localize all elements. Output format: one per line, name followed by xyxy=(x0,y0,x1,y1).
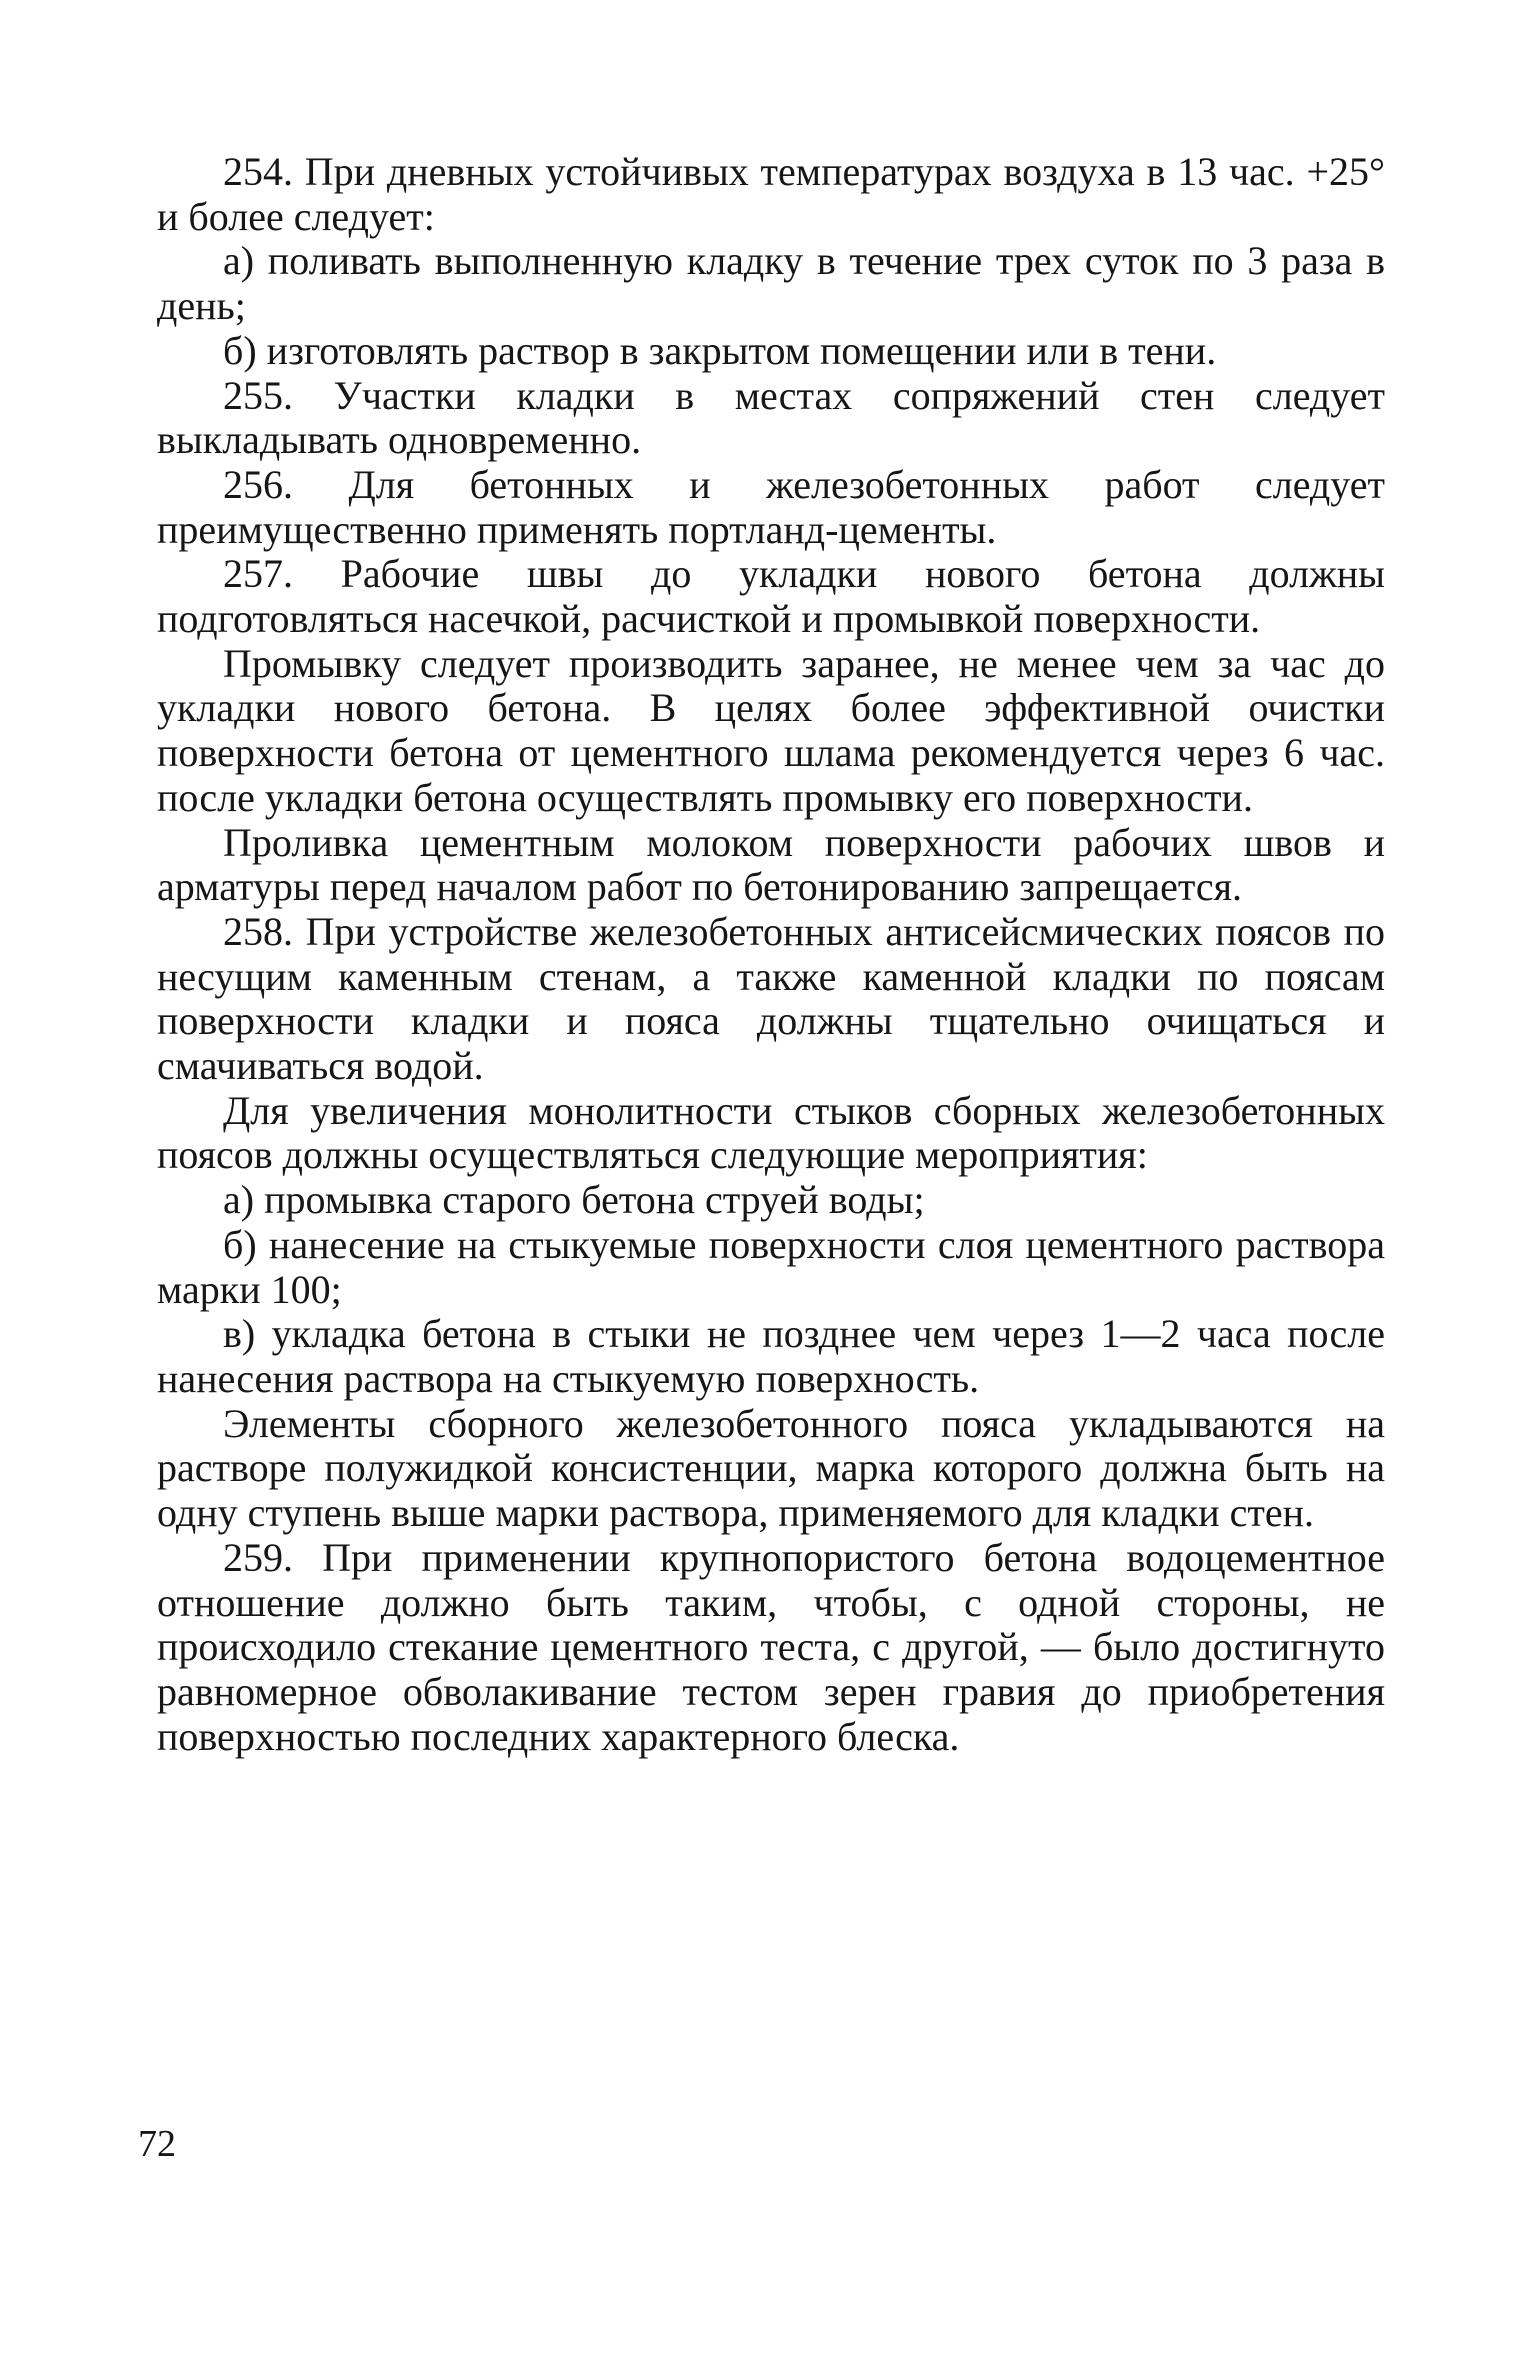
list-item-258-c: в) укладка бетона в стыки не позднее чем через 1—2 часа после нанесения раствора на стыкуемую поверхность. xyxy=(157,1311,1385,1401)
paragraph-259: 259. При применении крупнопористого бетона водоцементное отношение должно быть таким, чтобы, с одной стороны, не происходило стекание цементного теста, с другой, — было достигнуто равномерное обволакивание тестом зерен гравия до приобретения поверхностью последних характерного блеска. xyxy=(157,1534,1385,1759)
paragraph-257: 257. Рабочие швы до укладки нового бетона должны подготовляться насечкой, расчисткой и промывкой поверхности. xyxy=(157,551,1385,642)
paragraph-255: 255. Участки кладки в местах сопряжений стен следует выкладывать одновременно. xyxy=(157,372,1385,463)
paragraph-258-elements: Элементы сборного железобетонного пояса укладываются на растворе полужидкой консистенции, марка которого должна быть на одну ступень выше марки раствора, применяемого для кладки стен. xyxy=(157,1400,1385,1536)
page-body xyxy=(157,150,1385,1759)
paragraph-256: 256. Для бетонных и железобетонных работ следует преимущественно применять портланд-цементы. xyxy=(157,461,1385,552)
paragraph-258-measures: Для увеличения монолитности стыков сборных железобетонных поясов должны осуществляться следующие мероприятия: xyxy=(157,1087,1385,1178)
list-item-258-b: б) нанесение на стыкуемые поверхности слоя цементного раствора марки 100; xyxy=(157,1221,1385,1312)
page-number: 72 xyxy=(138,2123,176,2165)
paragraph-257-prohibition: Проливка цементным молоком поверхности рабочих швов и арматуры перед началом работ по бетонированию запрещается. xyxy=(157,819,1385,910)
paragraph-254: 254. При дневных устойчивых температурах воздуха в 13 час. +25° и более следует: xyxy=(157,149,1385,239)
paragraph-258: 258. При устройстве железобетонных антисейсмических поясов по несущим каменным стенам, а также каменной кладки по поясам поверхности кладки и пояса должны тщательно очищаться и смачиваться водой. xyxy=(157,908,1385,1089)
list-item-254-b: б) изготовлять раствор в закрытом помещении или в тени. xyxy=(223,327,1217,373)
list-item-258-a: а) промывка старого бетона струей воды; xyxy=(223,1177,925,1223)
paragraph-257-washing: Промывку следует производить заранее, не менее чем за час до укладки нового бетона. В целях более эффективной очистки поверхности бетона от цементного шлама рекомендуется через 6 час. после укладки бетона осуществлять промывку его поверхности. xyxy=(157,640,1385,820)
list-item-254-a: а) поливать выполненную кладку в течение трех суток по 3 раза в день; xyxy=(157,238,1385,329)
